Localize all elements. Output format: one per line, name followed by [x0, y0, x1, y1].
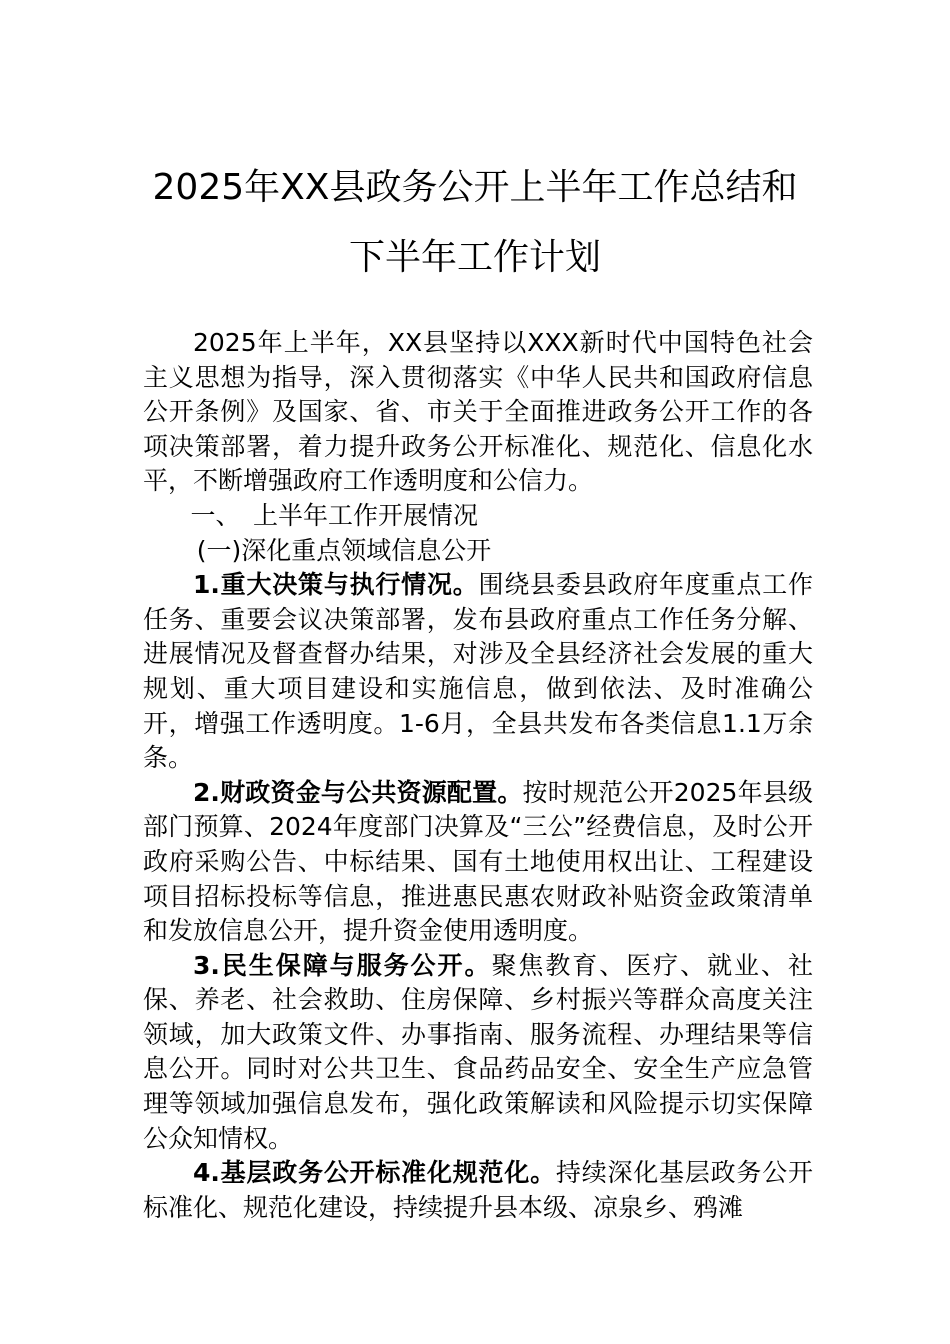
item-lead: 1.重大决策与执行情况。	[193, 570, 479, 600]
item-lead: 3.民生保障与服务公开。	[193, 950, 492, 980]
intro-paragraph: 2025年上半年，XX县坚持以XXX新时代中国特色社会主义思想为指导，深入贯彻落实《中华人民共和国政府信息公开条例》及国家、省、市关于全面推进政务公开工作的各项决策部署，着力提升政务公开标准化、规范化、信息化水平，不断增强政府工作透明度和公信力。	[143, 328, 813, 496]
item-text: 围绕县委县政府年度重点工作任务、重要会议决策部署，发布县政府重点工作任务分解、进展情况及督查督办结果，对涉及全县经济社会发展的重大规划、重大项目建设和实施信息，做到依法、及时准确公开，增强工作透明度。1-6月，全县共发布各类信息1.1万余条。	[143, 570, 813, 773]
item-text: 按时规范公开2025年县级部门预算、2024年度部门决算及“三公”经费信息，及时公开政府采购公告、中标结果、国有土地使用权出让、工程建设项目招标投标等信息，推进惠民惠农财政补贴资金政策清单和发放信息公开，提升资金使用透明度。	[143, 777, 813, 946]
document-body	[143, 326, 813, 1225]
section-heading: 一、 上半年工作开展情况	[190, 500, 479, 530]
item-paragraph-2	[143, 776, 813, 949]
document-title-line-1: 2025年XX县政务公开上半年工作总结和	[152, 167, 798, 208]
document-title-line-2: 下半年工作计划	[348, 237, 601, 278]
item-paragraph-3	[143, 949, 813, 1157]
item-lead: 4.基层政务公开标准化规范化。	[193, 1158, 556, 1188]
item-paragraph-4	[143, 1156, 813, 1225]
item-text: 聚焦教育、医疗、就业、社保、养老、社会救助、住房保障、乡村振兴等群众高度关注领域，加大政策文件、办事指南、服务流程、办理结果等信息公开。同时对公共卫生、食品药品安全、安全生产应急管理等领域加强信息发布，强化政策解读和风险提示切实保障公众知情权。	[143, 950, 813, 1153]
item-text: 持续深化基层政务公开标准化、规范化建设，持续提升县本级、凉泉乡、鸦滩	[143, 1158, 813, 1222]
item-lead: 2.财政资金与公共资源配置。	[193, 777, 523, 807]
subsection-heading: (一)深化重点领域信息公开	[196, 535, 492, 565]
item-paragraph-1	[143, 568, 813, 776]
